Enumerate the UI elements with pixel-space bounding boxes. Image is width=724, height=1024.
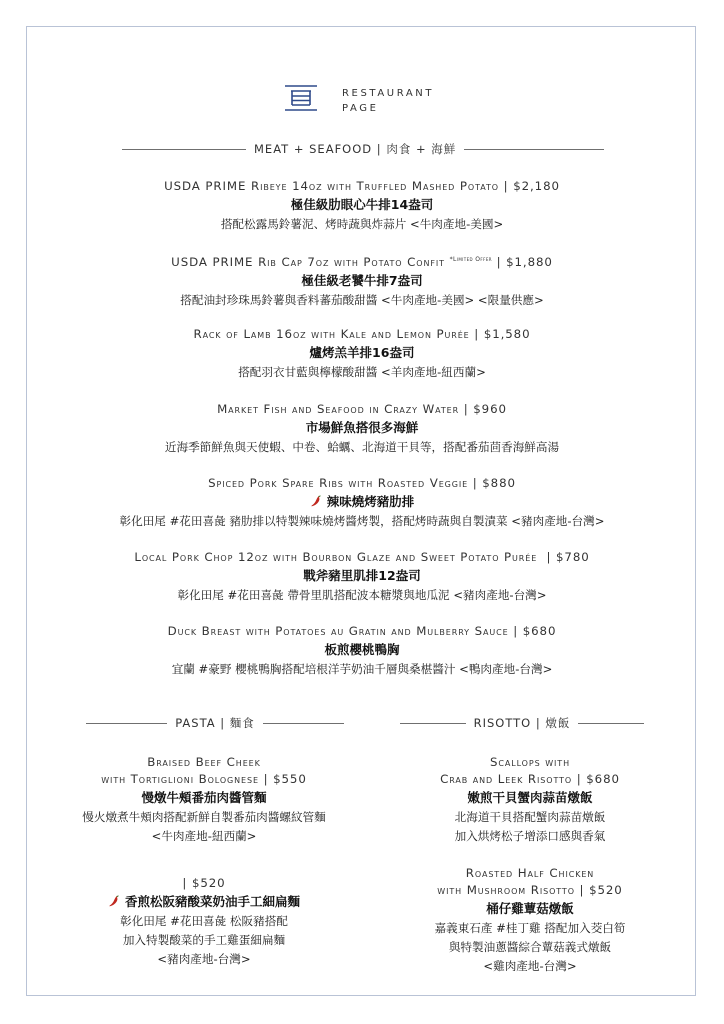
item-chinese-name: 板煎櫻桃鴨胸 <box>324 642 400 657</box>
menu-item-chicken-risotto <box>376 865 684 976</box>
item-chinese-name: 爐烤羔羊排16盎司 <box>309 345 415 360</box>
item-english-name: USDA PRIME Ribeye 14oz with Truffled Mashed Potato | $2,180 <box>164 179 560 193</box>
item-english-line-2: Crab and Leek Risotto | $680 <box>440 772 620 786</box>
item-english-name: Market Fish and Seafood in Crazy Water | $960 <box>217 402 507 416</box>
item-price: $1,580 <box>483 327 531 341</box>
heading-rule-right <box>263 723 344 724</box>
item-price: $1,880 <box>506 254 553 269</box>
menu-item-market-fish <box>40 401 684 457</box>
item-description-line-1: 嘉義東石產 #桂丁雞 搭配加入茭白筍 <box>434 921 626 935</box>
chili-spicy-icon <box>108 895 120 907</box>
item-title: Market Fish and Seafood in Crazy Water <box>217 402 460 416</box>
item-english-line-1: Braised Beef Cheek <box>147 755 261 769</box>
item-chinese-title: 香煎松阪豬酸菜奶油手工細扁麵 <box>124 894 300 909</box>
item-price: $550 <box>273 772 307 786</box>
chili-spicy-icon <box>310 495 322 507</box>
item-price: $680 <box>586 772 620 786</box>
item-english-name: Spiced Pork Spare Ribs with Roasted Veggie | $880 <box>208 476 516 490</box>
item-title: with Tortiglioni Bolognese <box>101 772 259 786</box>
item-description: 搭配松露馬鈴薯泥、烤時蔬與炸蒜片 <牛肉產地-美國> <box>220 217 504 231</box>
menu-item-duck-breast <box>40 623 684 679</box>
item-description: 宜蘭 #豪野 櫻桃鴨胸搭配培根洋芋奶油千層與桑椹醬汁 <鴨肉產地-台灣> <box>171 662 553 676</box>
item-english-line-2: with Mushroom Risotto | $520 <box>437 883 623 897</box>
item-chinese-name <box>40 492 684 512</box>
section-title-pasta: PASTA | 麵食 <box>175 716 255 730</box>
heading-rule-right <box>464 149 604 150</box>
menu-item-ribeye <box>40 178 684 234</box>
restaurant-logo-icon <box>284 84 318 112</box>
item-price: $520 <box>191 876 226 890</box>
item-title: Duck Breast with Potatoes au Gratin and Mulberry Sauce <box>167 624 509 638</box>
heading-rule-left <box>122 149 246 150</box>
item-chinese-name: 市場鮮魚搭很多海鮮 <box>305 420 419 435</box>
menu-item-rib-cap <box>40 251 684 310</box>
brand-line-2: PAGE <box>342 103 379 114</box>
section-heading-pasta <box>86 715 344 731</box>
item-chinese-name: 極佳級肋眼心牛排14盎司 <box>290 197 434 212</box>
item-description-line-3: <豬肉產地-台灣> <box>157 952 251 966</box>
item-description: 近海季節鮮魚與天使蝦、中卷、蛤蠣、北海道干貝等，搭配番茄茴香海鮮高湯 <box>164 440 560 454</box>
item-price: $960 <box>473 402 507 416</box>
item-description-line-1: 彰化田尾 #花田喜彘 松阪豬搭配 <box>120 914 288 928</box>
menu-item-scallop-risotto <box>376 754 684 846</box>
item-chinese-name: 慢燉牛頰番茄肉醬管麵 <box>141 790 267 805</box>
item-english-name: | $520 <box>182 876 226 890</box>
heading-rule-left <box>86 723 167 724</box>
menu-item-pork-ribs <box>40 475 684 531</box>
section-title-risotto: RISOTTO | 燉飯 <box>473 716 571 730</box>
item-price: $2,180 <box>513 179 560 193</box>
item-description-line-1: 慢火燉煮牛頰肉搭配新鮮自製番茄肉醬螺紋管麵 <box>82 810 326 824</box>
item-chinese-name: 戰斧豬里肌排12盎司 <box>303 568 421 583</box>
item-description-line-2: 與特製油蔥醬綜合蕈菇義式燉飯 <box>448 940 612 954</box>
item-english-line-1: Scallops with <box>490 755 570 769</box>
item-price: $680 <box>522 624 557 638</box>
item-price: $520 <box>589 883 623 897</box>
section-heading-risotto <box>400 715 644 731</box>
item-english-name: USDA PRIME Rib Cap 7oz with Potato Confit $^{*Limited Offer}$ | $1,880 <box>171 254 553 269</box>
menu-item-beef-cheek <box>40 754 368 846</box>
item-chinese-name <box>40 892 368 912</box>
menu-item-pork-jowl-linguine <box>40 875 368 969</box>
item-title: USDA PRIME Ribeye 14oz with Truffled Mashed Potato <box>164 179 500 193</box>
item-english-name: Duck Breast with Potatoes au Gratin and Mulberry Sauce | $680 <box>167 624 557 638</box>
item-description: 彰化田尾 #花田喜彘 帶骨里肌搭配波本糖漿與地瓜泥 <豬肉產地-台灣> <box>177 588 547 602</box>
item-english-line-2: with Tortiglioni Bolognese | $550 <box>101 772 307 786</box>
item-chinese-name: 桶仔雞蕈菇燉飯 <box>486 901 574 916</box>
item-english-name: Local Pork Chop 12oz with Bourbon Glaze and Sweet Potato Purée | $780 <box>134 550 590 564</box>
item-title: Rack of Lamb 16oz with Kale and Lemon Purée <box>193 327 470 341</box>
item-description-line-2: 加入特製酸菜的手工雞蛋細扁麵 <box>122 933 286 947</box>
item-title: Crab and Leek Risotto <box>440 772 573 786</box>
item-description: 搭配油封珍珠馬鈴薯與香料蕃茄酸甜醬 <牛肉產地-美國> <限量供應> <box>180 292 544 307</box>
restaurant-name <box>342 86 434 116</box>
item-price: $780 <box>556 550 590 564</box>
item-description-line-3: <雞肉產地-台灣> <box>483 959 577 973</box>
section-title-meat: MEAT + SEAFOOD | 肉食 + 海鮮 <box>254 142 457 156</box>
heading-rule-right <box>578 723 644 724</box>
item-price: $880 <box>482 476 516 490</box>
menu-item-pork-chop <box>40 549 684 605</box>
limited-offer-badge: *Limited Offer <box>449 256 492 263</box>
item-description-line-2: <牛肉產地-紐西蘭> <box>151 829 257 843</box>
item-description-line-1: 北海道干貝搭配蟹肉蒜苗燉飯 <box>454 810 606 824</box>
heading-rule-left <box>400 723 466 724</box>
item-title: Local Pork Chop 12oz with Bourbon Glaze and Sweet Potato Purée <box>134 550 538 564</box>
menu-item-lamb <box>40 326 684 382</box>
item-title: with Mushroom Risotto <box>437 883 575 897</box>
item-chinese-name: 嫩煎干貝蟹肉蒜苗燉飯 <box>467 790 593 805</box>
item-chinese-name: 極佳級老饕牛排7盎司 <box>301 272 423 288</box>
item-english-name: Rack of Lamb 16oz with Kale and Lemon Purée | $1,580 <box>193 327 531 341</box>
section-heading-meat-seafood <box>122 141 604 157</box>
item-english-line-1: Roasted Half Chicken <box>465 866 595 880</box>
item-description: 彰化田尾 #花田喜彘 豬肋排以特製辣味燒烤醬烤製，搭配烤時蔬與自製漬菜 <豬肉產地-台灣> <box>119 514 605 528</box>
item-description: 搭配羽衣甘藍與檸檬酸甜醬 <羊肉產地-紐西蘭> <box>238 365 486 379</box>
item-description-line-2: 加入烘烤松子增添口感與香氣 <box>454 829 606 843</box>
item-chinese-title: 辣味燒烤豬肋排 <box>326 494 415 509</box>
brand-line-1: RESTAURANT <box>342 88 435 99</box>
item-title: Spiced Pork Spare Ribs with Roasted Veggie <box>208 476 469 490</box>
item-title: USDA PRIME Rib Cap 7oz with Potato Confit <box>171 254 445 269</box>
